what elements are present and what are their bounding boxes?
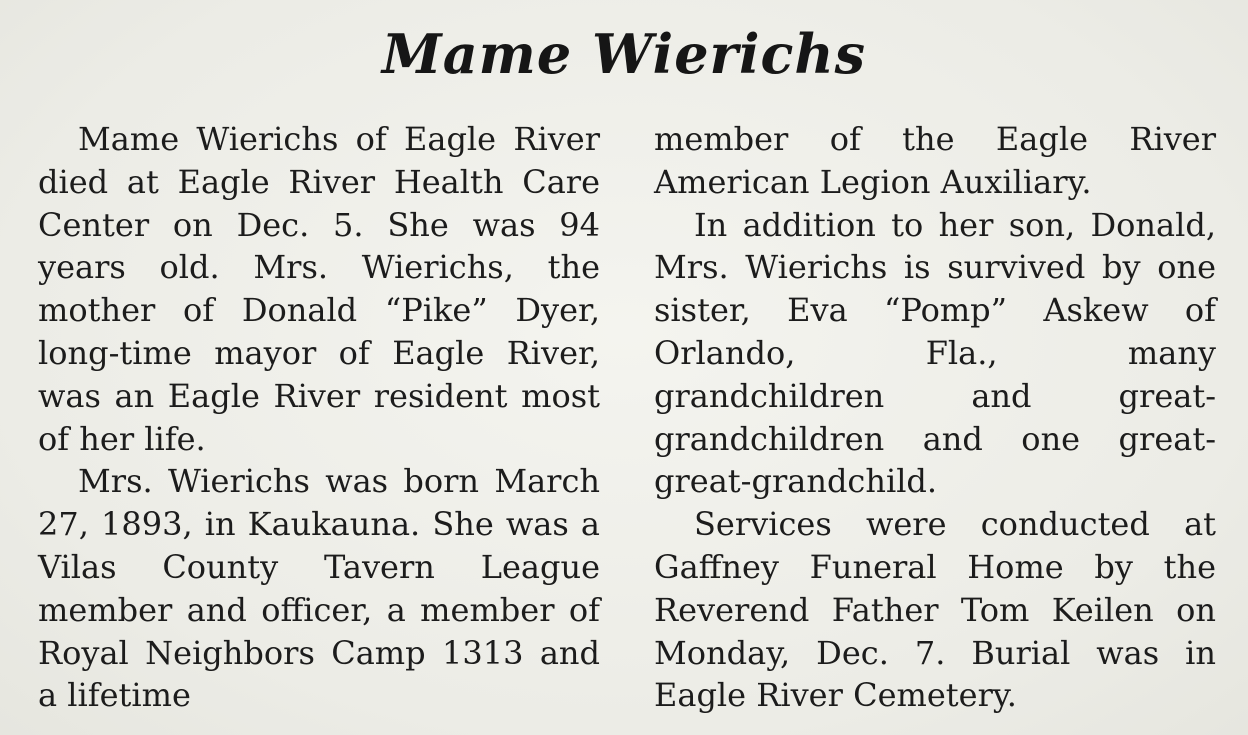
left-column bbox=[38, 118, 600, 717]
paragraph-survivors: In addition to her son, Donald, Mrs. Wierichs is survived by one sister, Eva “Pomp” Askew of Orlando, Fla., many grandchildren and great-grandchildren and one great-great-grandchild. bbox=[654, 205, 1216, 501]
obituary-headline: Mame Wierichs bbox=[381, 22, 867, 86]
paragraph-death-notice: Mame Wierichs of Eagle River died at Eagle River Health Care Center on Dec. 5. She was 94 years old. Mrs. Wierichs, the mother of Donald “Pike” Dyer, long-time mayor of Eagle River, was an Eagle River resident most of her life. bbox=[38, 120, 600, 458]
right-column bbox=[654, 118, 1216, 717]
paragraph-biography-continued: member of the Eagle River American Legion Auxiliary. bbox=[654, 120, 1216, 201]
paragraph-biography: Mrs. Wierichs was born March 27, 1893, in Kaukauna. She was a Vilas County Tavern League member and officer, a member of Royal Neighbors Camp 1313 and a lifetime bbox=[38, 462, 600, 715]
paragraph-services: Services were conducted at Gaffney Funeral Home by the Reverend Father Tom Keilen on Monday, Dec. 7. Burial was in Eagle River Cemetery. bbox=[654, 505, 1216, 715]
